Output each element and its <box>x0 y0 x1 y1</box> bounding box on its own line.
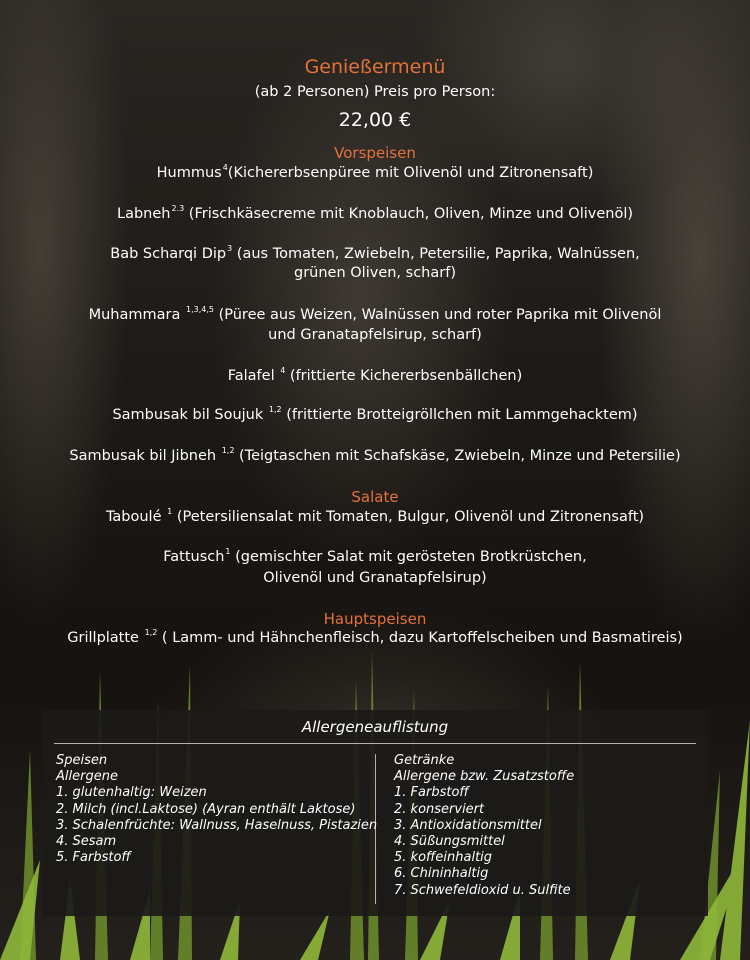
menu-item-labneh <box>0 205 750 225</box>
menu-item-hummus <box>0 164 750 184</box>
dish-name: Sambusak bil Jibneh <box>69 448 221 464</box>
allergen-panel-title: Allergeneauflistung <box>301 718 449 736</box>
dish-description: (aus Tomaten, Zwiebeln, Petersilie, Paprika, Walnüssen, <box>232 246 640 262</box>
allergen-panel <box>42 710 708 916</box>
list-item: 3. Antioxidationsmittel <box>394 817 542 833</box>
allergen-marker: 3 <box>227 244 233 253</box>
allergen-marker: 1,2 <box>144 628 158 637</box>
divider <box>54 743 696 744</box>
menu-title: Genießermenü <box>304 56 446 78</box>
menu-item-muhammara <box>0 306 750 326</box>
list-item: 5. Farbstoff <box>56 850 131 866</box>
list-item: 2. Milch (incl.Laktose) (Ayran enthält Laktose) <box>56 801 356 817</box>
dish-name: Muhammara <box>88 307 185 323</box>
dish-name: Bab Scharqi Dip <box>110 246 227 262</box>
dish-name: Sambusak bil Soujuk <box>112 407 268 423</box>
dish-name: Taboulé <box>105 509 167 525</box>
dish-description: (Petersiliensalat mit Tomaten, Bulgur, Olivenöl und Zitronensaft) <box>172 509 645 525</box>
list-item: 2. konserviert <box>394 801 485 817</box>
menu-item-sambusak-jibneh <box>0 447 750 467</box>
menu-item-taboule <box>0 508 750 528</box>
list-item: 1. glutenhaltig: Weizen <box>56 785 207 801</box>
dish-description: (Frischkäsecreme mit Knoblauch, Oliven, Minze und Olivenöl) <box>184 206 634 222</box>
list-item: 7. Schwefeldioxid u. Sulfite <box>394 882 571 898</box>
menu-price: 22,00 € <box>338 109 412 131</box>
menu-subtitle: (ab 2 Personen) Preis pro Person: <box>254 84 496 100</box>
allergen-marker: 1 <box>225 547 231 556</box>
dish-description-continued: und Granatapfelsirup, scharf) <box>268 327 482 343</box>
dish-description: (Teigtaschen mit Schafskäse, Zwiebeln, Minze und Petersilie) <box>234 448 681 464</box>
allergen-marker: 2.3 <box>171 204 185 213</box>
allergen-marker: 4 <box>222 163 228 172</box>
allergen-marker: 4 <box>280 366 286 375</box>
dish-description: (gemischter Salat mit gerösteten Brotkrüstchen, <box>230 549 587 565</box>
list-item: 1. Farbstoff <box>394 785 469 801</box>
list-item: 4. Sesam <box>56 834 117 850</box>
menu-item-sambusak-soujuk <box>0 406 750 426</box>
dish-description-continued: grünen Oliven, scharf) <box>294 265 456 281</box>
dish-name: Falafel <box>227 368 280 384</box>
menu-item-falafel <box>0 367 750 387</box>
menu-item-bab-scharqi <box>0 245 750 265</box>
allergen-marker: 1,3,4,5 <box>185 305 214 314</box>
dish-description: (frittierte Brotteigröllchen mit Lammgehacktem) <box>281 407 638 423</box>
menu-item-fattusch <box>0 548 750 568</box>
dish-name: Labneh <box>116 206 171 222</box>
dish-name: Grillplatte <box>67 630 144 646</box>
allergen-marker: 1,2 <box>221 446 235 455</box>
list-item: 4. Süßungsmittel <box>394 834 505 850</box>
list-item: 5. koffeinhaltig <box>394 850 493 866</box>
column-heading: Speisen <box>56 753 108 768</box>
dish-description: (Püree aus Weizen, Walnüssen und roter Paprika mit Olivenöl <box>213 307 662 323</box>
list-item: 6. Chininhaltig <box>394 866 489 882</box>
dish-description: (frittierte Kichererbsenbällchen) <box>285 368 523 384</box>
dish-name: Hummus <box>156 165 222 181</box>
section-heading-starters: Vorspeisen <box>334 144 416 162</box>
dish-name: Fattusch <box>163 549 225 565</box>
column-subheading: Allergene bzw. Zusatzstoffe <box>394 769 575 785</box>
column-heading: Getränke <box>394 753 455 768</box>
allergen-marker: 1,2 <box>268 405 282 414</box>
dish-description-continued: Olivenöl und Granatapfelsirup) <box>263 570 487 586</box>
section-heading-mains: Hauptspeisen <box>323 610 427 628</box>
column-subheading: Allergene <box>56 769 118 785</box>
dish-description: ( Lamm- und Hähnchenfleisch, dazu Kartoffelscheiben und Basmatireis) <box>157 630 683 646</box>
allergen-marker: 1 <box>167 507 173 516</box>
drinks-allergen-column <box>394 753 574 899</box>
section-heading-salads: Salate <box>351 488 399 506</box>
dish-description: (Kichererbsenpüree mit Olivenöl und Zitronensaft) <box>227 165 594 181</box>
food-allergen-column <box>56 753 377 866</box>
list-item: 3. Schalenfrüchte: Wallnuss, Haselnuss, Pistazien <box>56 817 378 833</box>
